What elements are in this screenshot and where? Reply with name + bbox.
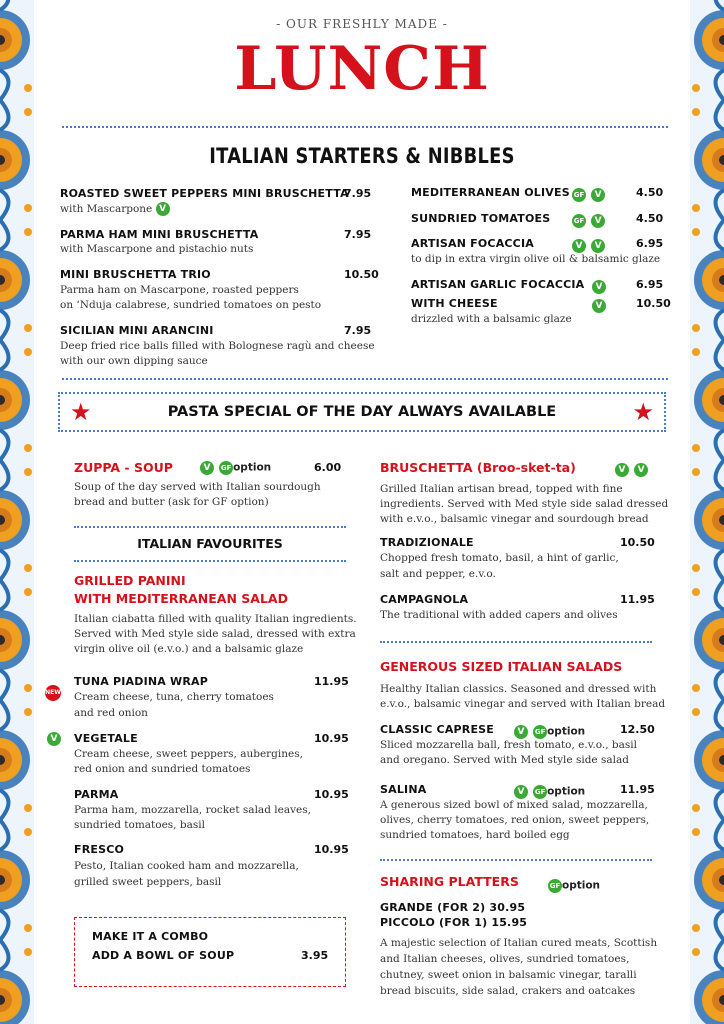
platter-piccolo: PICCOLO (FOR 1) 15.95 [380,916,528,929]
item-desc: Soup of the day served with Italian sourdough [74,481,321,493]
item-desc: A generous sized bowl of mixed salad, mozzarella, [380,799,648,811]
dietary-badges [548,875,600,894]
item-name: ARTISAN FOCACCIA [411,237,534,250]
tile-pattern [0,0,34,100]
tile-pattern [690,460,724,580]
starters-title: ITALIAN STARTERS & NIBBLES [209,144,515,168]
item-price: 11.95 [314,675,349,688]
pasta-special-banner [58,392,666,432]
item-desc: Deep fried rice balls filled with Bolognese ragù and cheese [60,340,375,352]
divider [380,859,652,861]
soup-title: ZUPPA - SOUP [74,460,173,475]
item-price: 10.95 [314,843,349,856]
item-name: ROASTED SWEET PEPPERS MINI BRUSCHETTA [60,187,349,200]
item-desc: Cream cheese, sweet peppers, aubergines, [74,748,303,760]
item-desc: e.v.o., balsamic vinegar and served with Italian bread [380,698,666,710]
item-desc: Italian ciabatta filled with quality Italian ingredients. [74,613,357,625]
vegetarian-icon: V [156,202,170,216]
item-desc: The traditional with added capers and olives [380,609,618,621]
item-price: 10.50 [636,297,671,310]
item-desc: sundried tomatoes, basil [74,819,205,831]
item-name: FRESCO [74,843,125,856]
tile-pattern [0,100,34,220]
menu-page [34,0,690,1024]
vegetarian-icon: V [592,299,606,313]
panini-subtitle: WITH MEDITERRANEAN SALAD [74,591,288,606]
tile-pattern [690,100,724,220]
item-name: WITH CHEESE [411,297,498,310]
divider [74,560,346,562]
favourites-title: ITALIAN FAVOURITES [137,536,283,551]
bruschetta-title: BRUSCHETTA (Broo-sket-ta) [380,460,576,475]
new-badge-icon: NEW [45,685,61,701]
item-desc: drizzled with a balsamic glaze [411,313,572,325]
item-desc: and Italian cheeses, olives, sundried tomatoes, [380,953,630,965]
item-price: 10.95 [314,732,349,745]
dietary-badges [592,276,606,295]
divider [380,641,652,643]
item-price: 4.50 [636,186,664,199]
platters-title: SHARING PLATTERS [380,874,519,889]
pasta-special-text: PASTA SPECIAL OF THE DAY ALWAYS AVAILABLE [167,404,557,420]
item-price: 10.50 [620,536,655,549]
item-desc: chutney, sweet onion in balsamic vinegar, taralli [380,969,637,981]
item-desc: red onion and sundried tomatoes [74,763,251,775]
item-name: SICILIAN MINI ARANCINI [60,324,214,337]
item-price: 10.50 [344,268,379,281]
tagline: - OUR FRESHLY MADE - [276,17,448,31]
item-desc: olives, cherry tomatoes, red onion, sweet peppers, [380,814,650,826]
item-desc: with e.v.o., balsamic vinegar and sourdough bread [380,513,649,525]
item-name: PARMA [74,788,119,801]
salads-title: GENEROUS SIZED ITALIAN SALADS [380,659,623,674]
item-desc: bread biscuits, side salad, crakers and oatcakes [380,985,636,997]
tile-border-left [0,0,34,1024]
dietary-badges [615,459,648,478]
item-name: CAMPAGNOLA [380,593,469,606]
gluten-free-icon: GF [572,188,586,202]
item-name: CLASSIC CAPRESE [380,723,495,736]
gluten-free-icon: GF [548,879,562,893]
combo-box [74,917,346,987]
gluten-free-icon: GF [533,725,547,739]
vegetarian-icon: V [615,463,629,477]
tile-pattern [0,700,34,820]
tile-pattern [0,820,34,940]
item-desc: Sliced mozzarella ball, fresh tomato, e.v.o., basil [380,739,637,751]
tile-pattern [690,580,724,700]
tile-pattern [690,220,724,340]
item-price: 10.95 [314,788,349,801]
item-name: SUNDRIED TOMATOES [411,212,551,225]
item-desc: with our own dipping sauce [60,355,208,367]
option-label: option [562,879,601,892]
tile-border-right [690,0,724,1024]
vegetarian-icon: V [200,461,214,475]
divider [62,126,668,128]
item-desc: virgin olive oil (e.v.o.) and a balsamic glaze [74,643,304,655]
item-price: 7.95 [344,187,372,200]
gluten-free-icon: GF [219,461,233,475]
item-desc: bread and butter (ask for GF option) [74,496,269,508]
divider [74,526,346,528]
item-name: ARTISAN GARLIC FOCACCIA [411,278,585,291]
tile-pattern [690,700,724,820]
item-desc: Parma ham on Mascarpone, roasted peppers [60,284,299,296]
vegetarian-icon: V [514,725,528,739]
tile-pattern [690,340,724,460]
item-desc: Parma ham, mozzarella, rocket salad leaves, [74,804,311,816]
item-desc: and oregano. Served with Med style side salad [380,754,629,766]
item-price: 4.50 [636,212,664,225]
combo-title: MAKE IT A COMBO [92,930,209,943]
dietary-badges [572,184,605,203]
tile-pattern [0,940,34,1024]
item-desc: Pesto, Italian cooked ham and mozzarella, [74,860,299,872]
item-desc: with Mascarpone and pistachio nuts [60,243,254,255]
item-price: 7.95 [344,324,372,337]
combo-price: 3.95 [301,949,329,962]
vegetarian-icon: V [591,214,605,228]
item-price: 11.95 [620,593,655,606]
item-desc: Served with Med style side salad, dressed with extra [74,628,356,640]
combo-subtitle: ADD A BOWL OF SOUP [92,949,235,962]
tile-pattern [0,460,34,580]
platter-grande: GRANDE (FOR 2) 30.95 [380,901,526,914]
item-name: MEDITERRANEAN OLIVES [411,186,570,199]
item-price: 7.95 [344,228,372,241]
item-desc: Healthy Italian classics. Seasoned and dressed with [380,683,657,695]
vegetarian-icon: V [572,239,586,253]
item-price: 6.00 [314,461,342,474]
item-name: TRADIZIONALE [380,536,474,549]
item-desc: ingredients. Served with Med style side salad dressed [380,498,669,510]
item-desc: on ‘Nduja calabrese, sundried tomatoes on pesto [60,299,322,311]
item-price: 12.50 [620,723,655,736]
gluten-free-icon: GF [533,785,547,799]
dietary-badges [200,457,271,476]
vegan-icon: V [591,239,605,253]
dietary-badges [572,210,605,229]
vegan-icon: V [634,463,648,477]
tile-pattern [0,220,34,340]
panini-title: GRILLED PANINI [74,573,186,588]
item-name: MINI BRUSCHETTA TRIO [60,268,211,281]
item-name: PARMA HAM MINI BRUSCHETTA [60,228,259,241]
tile-pattern [0,580,34,700]
item-desc: A majestic selection of Italian cured meats, Scottish [380,937,658,949]
item-desc: Chopped fresh tomato, basil, a hint of garlic, [380,552,619,564]
item-desc: and red onion [74,707,148,719]
item-desc: Cream cheese, tuna, cherry tomatoes [74,691,274,703]
item-desc: Grilled Italian artisan bread, topped with fine [380,483,623,495]
item-desc: with Mascarpone V [60,202,170,217]
item-name: TUNA PIADINA WRAP [74,675,209,688]
vegetarian-icon: V [514,785,528,799]
tile-pattern [0,340,34,460]
divider [62,378,668,380]
gluten-free-icon: GF [572,214,586,228]
tile-pattern [690,940,724,1024]
option-label: option [233,461,272,474]
item-desc: sundried tomatoes, hard boiled egg [380,829,570,841]
item-desc: grilled sweet peppers, basil [74,876,222,888]
vegetarian-icon: V [592,280,606,294]
tile-pattern [690,820,724,940]
item-price: 6.95 [636,278,664,291]
item-name: SALINA [380,783,427,796]
page-title: LUNCH [234,34,490,104]
option-label: option [547,785,586,798]
item-desc: to dip in extra virgin olive oil & balsamic glaze [411,253,661,265]
star-icon: ★ [70,398,92,426]
dietary-badges [592,295,606,314]
item-desc: salt and pepper, e.v.o. [380,568,496,580]
item-price: 6.95 [636,237,664,250]
vegetarian-icon: V [591,188,605,202]
item-name: VEGETALE [74,732,138,745]
option-label: option [547,725,586,738]
item-price: 11.95 [620,783,655,796]
vegetarian-icon: V [47,732,61,746]
star-icon: ★ [632,398,654,426]
tile-pattern [690,0,724,100]
